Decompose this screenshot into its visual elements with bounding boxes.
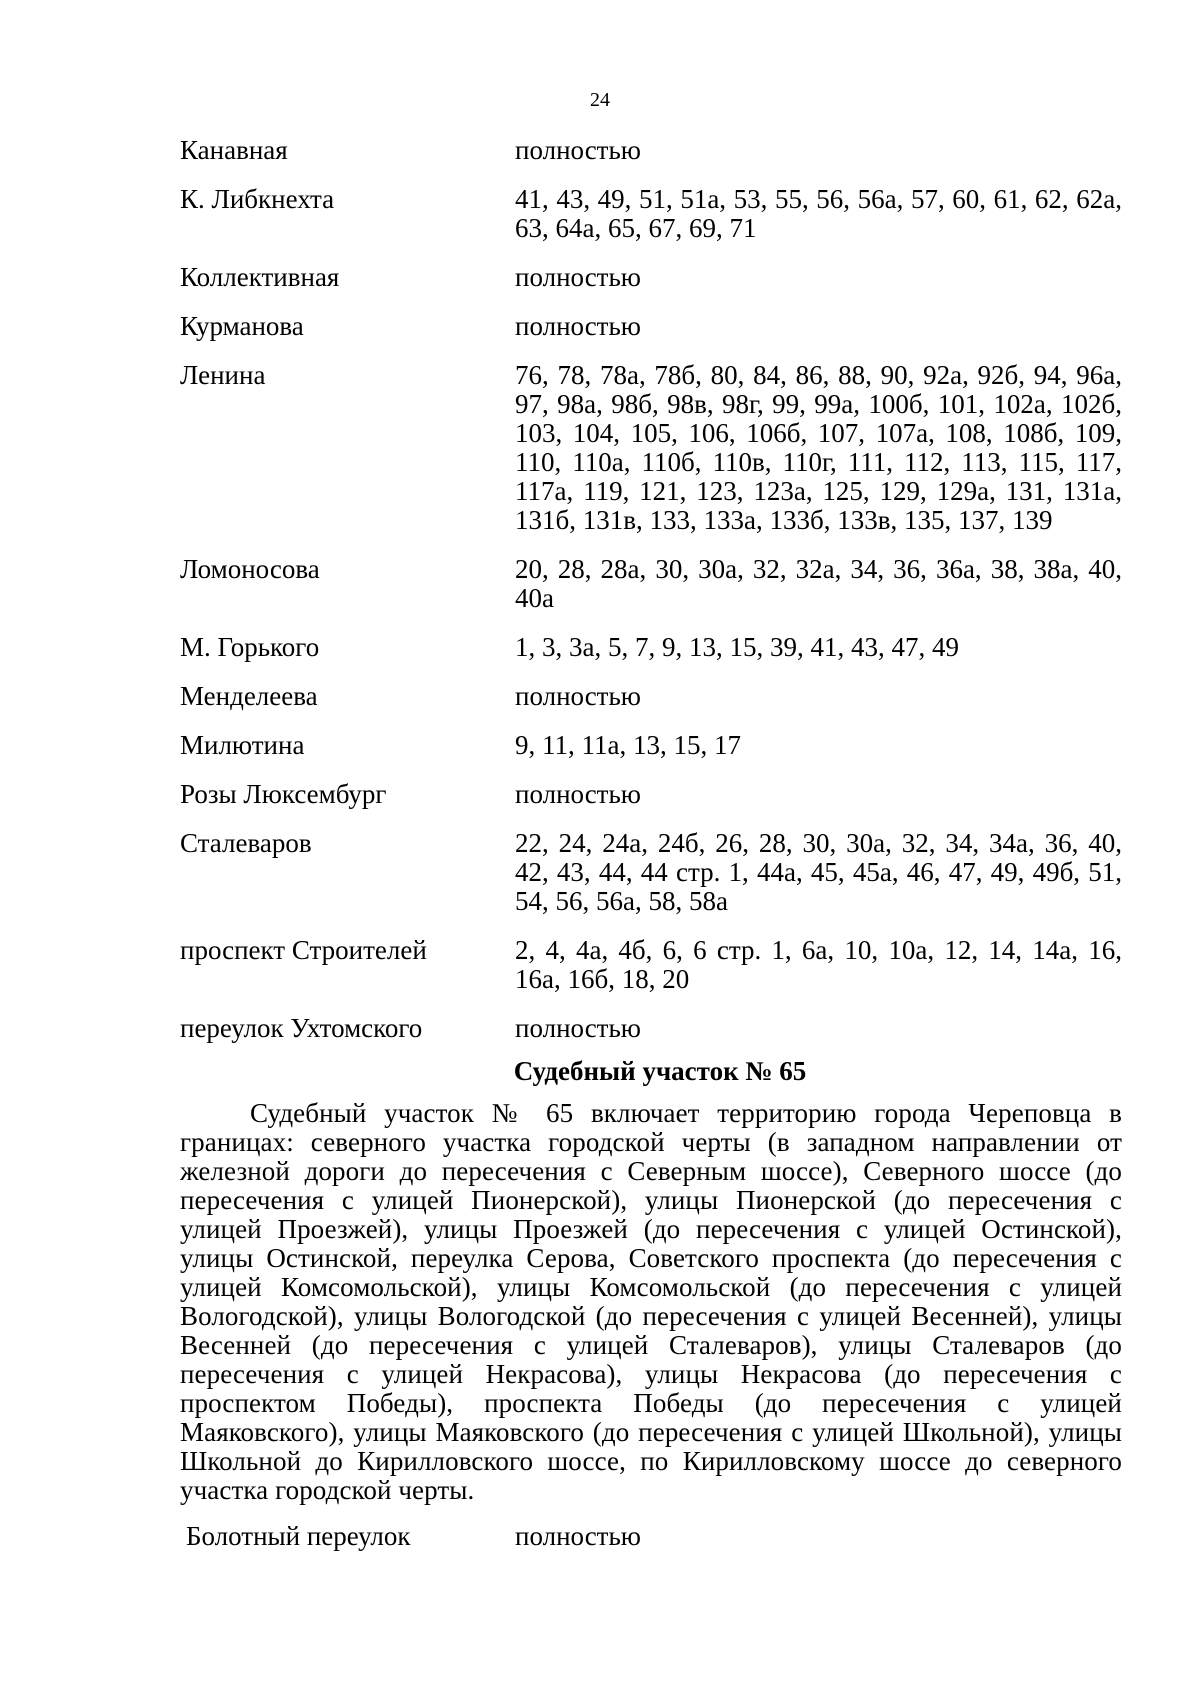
house-numbers: 2, 4, 4а, 4б, 6, 6 стр. 1, 6а, 10, 10а, 12, 14, 14а, 16, 16а, 16б, 18, 20 xyxy=(515,935,1122,994)
table-row xyxy=(180,633,1122,662)
street-table xyxy=(180,136,1122,1043)
table-row xyxy=(180,731,1122,760)
house-numbers: полностью xyxy=(515,311,641,341)
house-numbers: полностью xyxy=(515,1013,641,1043)
street-name: М. Горького xyxy=(180,632,320,662)
table-row xyxy=(180,136,1122,165)
document-body xyxy=(180,136,1122,1571)
house-numbers: полностью xyxy=(515,135,641,165)
table-row xyxy=(180,936,1122,994)
section-description: Судебный участок № 65 включает территорию города Череповца в границах: северного участка городской черты (в западном направлении от железной дороги до пересечения с Северным шоссе), Северного шоссе (до пересечения с улицей Пионерской), улицы Пионерской (до пересечения с улицей Проезжей), улицы Проезжей (до пересечения с улицей Остинской), улицы Остинской, переулка Серова, Советского проспекта (до пересечения с улицей Комсомольской), улицы Комсомольской (до пересечения с улицей Вологодской), улицы Вологодской (до пересечения с улицей Весенней), улицы Весенней (до пересечения с улицей Сталеваров), улицы Сталеваров (до пересечения с улицей Некрасова), улицы Некрасова (до пересечения с проспектом Победы), проспекта Победы (до пересечения с улицей Маяковского), улицы Маяковского (до пересечения с улицей Школьной), улицы Школьной до Кирилловского шоссе, по Кирилловскому шоссе до северного участка городской черты. xyxy=(180,1098,1122,1505)
street-name: Курманова xyxy=(180,311,304,341)
street-name: Розы Люксембург xyxy=(180,779,387,809)
house-numbers: полностью xyxy=(515,681,641,711)
table-row xyxy=(180,1522,1122,1551)
page-number: 24 xyxy=(590,89,610,111)
street-name: Коллективная xyxy=(180,262,340,292)
street-name: Ленина xyxy=(180,360,266,390)
street-name: К. Либкнехта xyxy=(180,184,335,214)
table-row xyxy=(180,780,1122,809)
street-name: Ломоносова xyxy=(180,554,320,584)
table-row xyxy=(180,555,1122,613)
house-numbers: 22, 24, 24а, 24б, 26, 28, 30, 30а, 32, 34, 34а, 36, 40, 42, 43, 44, 44 стр. 1, 44а, 45, 45а, 46, 47, 49, 49б, 51, 54, 56, 56а, 58, 58а xyxy=(515,828,1122,916)
house-numbers: полностью xyxy=(515,262,641,292)
street-name: переулок Ухтомского xyxy=(180,1013,423,1043)
table-row xyxy=(180,1014,1122,1043)
table-row xyxy=(180,185,1122,243)
table-row xyxy=(180,312,1122,341)
section-street-table xyxy=(180,1522,1122,1551)
street-name: Болотный переулок xyxy=(186,1521,411,1551)
section-title: Судебный участок № 65 xyxy=(513,1056,807,1086)
house-numbers: полностью xyxy=(515,1521,641,1551)
table-row xyxy=(180,263,1122,292)
house-numbers: 76, 78, 78а, 78б, 80, 84, 86, 88, 90, 92а, 92б, 94, 96а, 97, 98а, 98б, 98в, 98г, 99, 99а, 100б, 101, 102а, 102б, 103, 104, 105, 106, 106б, 107, 107а, 108, 108б, 109, 110, 110а, 110б, 110в, 110г, 111, 112, 113, 115, 117, 117а, 119, 121, 123, 123а, 125, 129, 129а, 131, 131а, 131б, 131в, 133, 133а, 133б, 133в, 135, 137, 139 xyxy=(515,360,1122,535)
house-numbers: 9, 11, 11а, 13, 15, 17 xyxy=(515,730,741,760)
street-name: проспект Строителей xyxy=(180,935,427,965)
house-numbers: 1, 3, 3а, 5, 7, 9, 13, 15, 39, 41, 43, 47, 49 xyxy=(515,632,959,662)
street-name: Менделеева xyxy=(180,681,318,711)
house-numbers: 20, 28, 28а, 30, 30а, 32, 32а, 34, 36, 36а, 38, 38а, 40, 40а xyxy=(515,554,1122,613)
table-row xyxy=(180,829,1122,916)
street-name: Канавная xyxy=(180,135,288,165)
table-row xyxy=(180,682,1122,711)
street-name: Милютина xyxy=(180,730,305,760)
street-name: Сталеваров xyxy=(180,828,312,858)
house-numbers: 41, 43, 49, 51, 51а, 53, 55, 56, 56а, 57, 60, 61, 62, 62а, 63, 64а, 65, 67, 69, 71 xyxy=(515,184,1122,243)
table-row xyxy=(180,361,1122,535)
house-numbers: полностью xyxy=(515,779,641,809)
